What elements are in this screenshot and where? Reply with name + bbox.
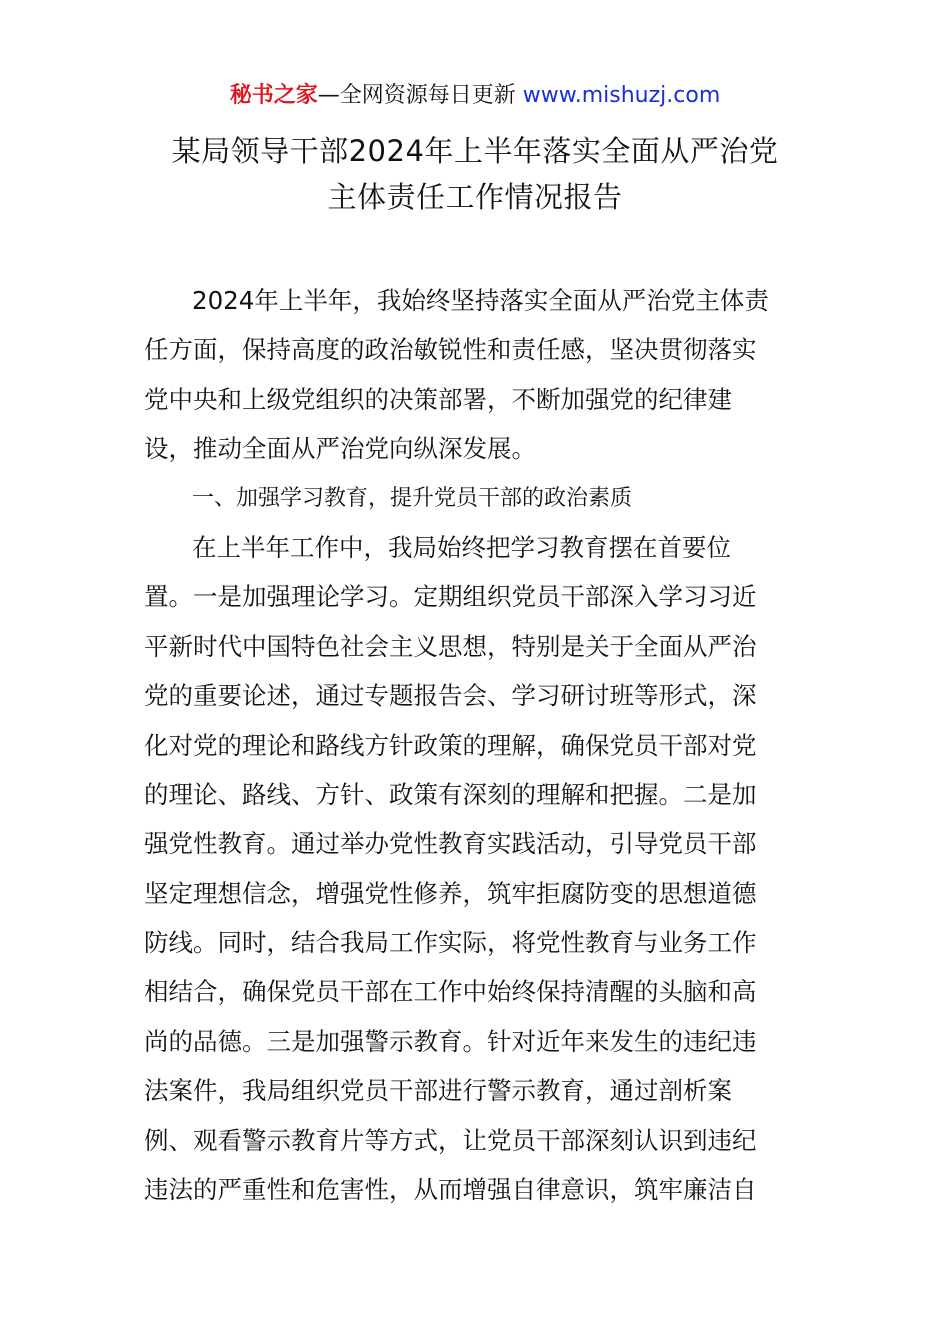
section-heading: 一、加强学习教育，提升党员干部的政治素质 — [192, 485, 633, 511]
paragraph-line: 2024年上半年，我始终坚持落实全面从严治党主体责 — [192, 286, 769, 315]
document-body — [144, 276, 810, 1214]
title-line-1: 某局领导干部2024年上半年落实全面从严治党 — [171, 134, 779, 168]
paragraph-line: 在上半年工作中，我局始终把学习教育摆在首要位 — [192, 532, 731, 562]
paragraph-line: 任方面，保持高度的政治敏锐性和责任感，坚决贯彻落实 — [144, 335, 757, 365]
paragraph-line: 相结合，确保党员干部在工作中始终保持清醒的头脑和高 — [144, 977, 757, 1007]
paragraph-line: 违法的严重性和危害性，从而增强自律意识，筑牢廉洁自 — [144, 1175, 757, 1205]
paragraph-line: 党中央和上级党组织的决策部署，不断加强党的纪律建 — [144, 384, 732, 414]
paragraph-line: 平新时代中国特色社会主义思想，特别是关于全面从严治 — [144, 631, 757, 661]
paragraph-line: 坚定理想信念，增强党性修养，筑牢拒腐防变的思想道德 — [144, 878, 757, 908]
paragraph-line: 置。一是加强理论学习。定期组织党员干部深入学习习近 — [144, 582, 757, 612]
site-header — [0, 80, 950, 112]
document-title — [100, 128, 850, 220]
paragraph-line: 设，推动全面从严治党向纵深发展。 — [144, 434, 536, 464]
paragraph-line: 尚的品德。三是加强警示教育。针对近年来发生的违纪违 — [144, 1026, 757, 1056]
site-tagline: —全网资源每日更新 — [317, 83, 523, 108]
paragraph-line: 法案件，我局组织党员干部进行警示教育，通过剖析案 — [144, 1076, 732, 1106]
paragraph-line: 强党性教育。通过举办党性教育实践活动，引导党员干部 — [144, 829, 757, 859]
paragraph-line: 的理论、路线、方针、政策有深刻的理解和把握。二是加 — [144, 779, 757, 809]
paragraph-line: 化对党的理论和路线方针政策的理解，确保党员干部对党 — [144, 730, 757, 760]
title-line-2: 主体责任工作情况报告 — [327, 180, 623, 214]
paragraph-line: 例、观看警示教育片等方式，让党员干部深刻认识到违纪 — [144, 1125, 757, 1155]
paragraph-line: 党的重要论述，通过专题报告会、学习研讨班等形式，深 — [144, 681, 757, 711]
site-brand: 秘书之家 — [229, 83, 318, 108]
paragraph-line: 防线。同时，结合我局工作实际，将党性教育与业务工作 — [144, 928, 757, 958]
site-url-link[interactable]: www.mishuzj.com — [522, 83, 721, 108]
